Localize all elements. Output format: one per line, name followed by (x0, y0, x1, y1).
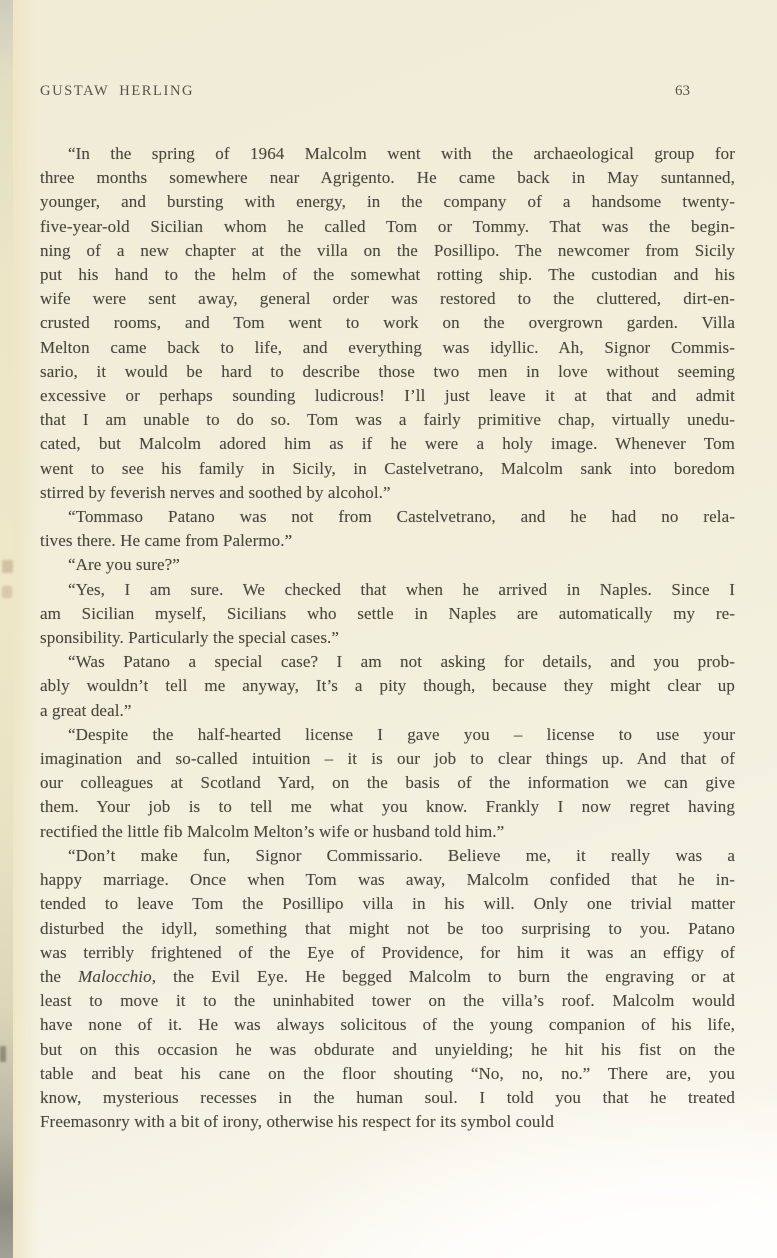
text-line: our colleagues at Scotland Yard, on the basis of the information we can give (40, 773, 735, 793)
text-line: a great deal.” (40, 700, 132, 720)
paragraph (40, 553, 735, 577)
text-line: “Tommaso Patano was not from Castelvetrano, and he had no rela- (68, 507, 735, 527)
text-line: “Yes, I am sure. We checked that when he arrived in Naples. Since I (68, 579, 735, 599)
text-line: “Don’t make fun, Signor Commissario. Believe me, it really was a (68, 845, 735, 865)
text-segment: the (40, 966, 79, 986)
text-line: went to see his family in Sicily, in Castelvetrano, Malcolm sank into boredom (40, 458, 735, 478)
text-line: stirred by feverish nerves and soothed by alcohol.” (40, 482, 391, 502)
text-line: put his hand to the helm of the somewhat rotting ship. The custodian and his (40, 265, 735, 285)
text-line: disturbed the idyll, something that might not be too surprising to you. Patano (40, 918, 735, 938)
text-line: five-year-old Sicilian whom he called Tom or Tommy. That was the begin- (40, 216, 735, 236)
text-line: “Are you sure?” (68, 555, 180, 575)
text-line: that I am unable to do so. Tom was a fairly primitive chap, virtually unedu- (40, 410, 735, 430)
text-line: tended to leave Tom the Posillipo villa in his will. Only one trivial matter (40, 894, 735, 914)
italic-text: Malocchio (78, 966, 152, 986)
text-line (40, 965, 735, 989)
text-line: rectified the little fib Malcolm Melton’s wife or husband told him.” (40, 821, 505, 841)
text-line: sponsibility. Particularly the special cases.” (40, 628, 340, 648)
page-body (40, 142, 735, 1134)
paragraph (40, 650, 735, 723)
text-line: am Sicilian myself, Sicilians who settle in Naples are automatically my re- (40, 603, 735, 623)
text-line: least to move it to the uninhabited tower on the villa’s roof. Malcolm would (40, 991, 735, 1011)
text-line: tives there. He came from Palermo.” (40, 531, 293, 551)
paragraph (40, 142, 735, 505)
page-left-curvature (13, 0, 39, 1258)
running-title: GUSTAW HERLING (40, 83, 195, 99)
text-line: three months somewhere near Agrigento. He came back in May suntanned, (40, 168, 735, 188)
text-line: younger, and bursting with energy, in the company of a handsome twenty- (40, 192, 735, 212)
text-line: cated, but Malcolm adored him as if he were a holy image. Whenever Tom (40, 434, 735, 454)
text-line: know, mysterious recesses in the human soul. I told you that he treated (40, 1087, 735, 1107)
page-left-edge-shadow (0, 0, 13, 1258)
text-line: have none of it. He was always solicitous of the young companion of his life, (40, 1015, 735, 1035)
text-segment: , the Evil Eye. He begged Malcolm to burn the engraving or at (151, 966, 736, 986)
text-line: wife were sent away, general order was restored to the cluttered, dirt-en- (40, 289, 735, 309)
text-line: “Was Patano a special case? I am not asking for details, and you prob- (68, 652, 735, 672)
text-line: happy marriage. Once when Tom was away, Malcolm confided that he in- (40, 870, 735, 890)
scan-smudge (0, 1046, 6, 1062)
text-line: Freemasonry with a bit of irony, otherwise his respect for its symbol could (40, 1112, 554, 1132)
paragraph (40, 578, 735, 651)
paragraph (40, 505, 735, 553)
text-line: ably wouldn’t tell me anyway, It’s a pity though, because they might clear up (40, 676, 735, 696)
text-line: table and beat his cane on the floor shouting “No, no, no.” There are, you (40, 1063, 735, 1083)
page-header (40, 83, 735, 100)
text-line: was terribly frightened of the Eye of Providence, for him it was an effigy of (40, 942, 735, 962)
paragraph (40, 844, 735, 1134)
text-line: crusted rooms, and Tom went to work on the overgrown garden. Villa (40, 313, 735, 333)
text-line: excessive or perhaps sounding ludicrous! I’ll just leave it at that and admit (40, 386, 735, 406)
text-line: imagination and so-called intuition – it is our job to clear things up. And that of (40, 749, 735, 769)
paragraph (40, 723, 735, 844)
text-line: “In the spring of 1964 Malcolm went with the archaeological group for (68, 144, 735, 163)
scan-smudge (2, 586, 12, 598)
page-number: 63 (675, 83, 690, 99)
text-line: ning of a new chapter at the villa on the Posillipo. The newcomer from Sicily (40, 240, 735, 260)
text-line: Melton came back to life, and everything was idyllic. Ah, Signor Commis- (40, 337, 735, 357)
text-line: sario, it would be hard to describe those two men in love without seeming (40, 361, 735, 381)
text-line: “Despite the half-hearted license I gave you – license to use your (68, 724, 735, 744)
scan-smudge (2, 560, 13, 573)
text-line: them. Your job is to tell me what you know. Frankly I now regret having (40, 797, 735, 817)
text-line: but on this occasion he was obdurate and unyielding; he hit his fist on the (40, 1039, 735, 1059)
